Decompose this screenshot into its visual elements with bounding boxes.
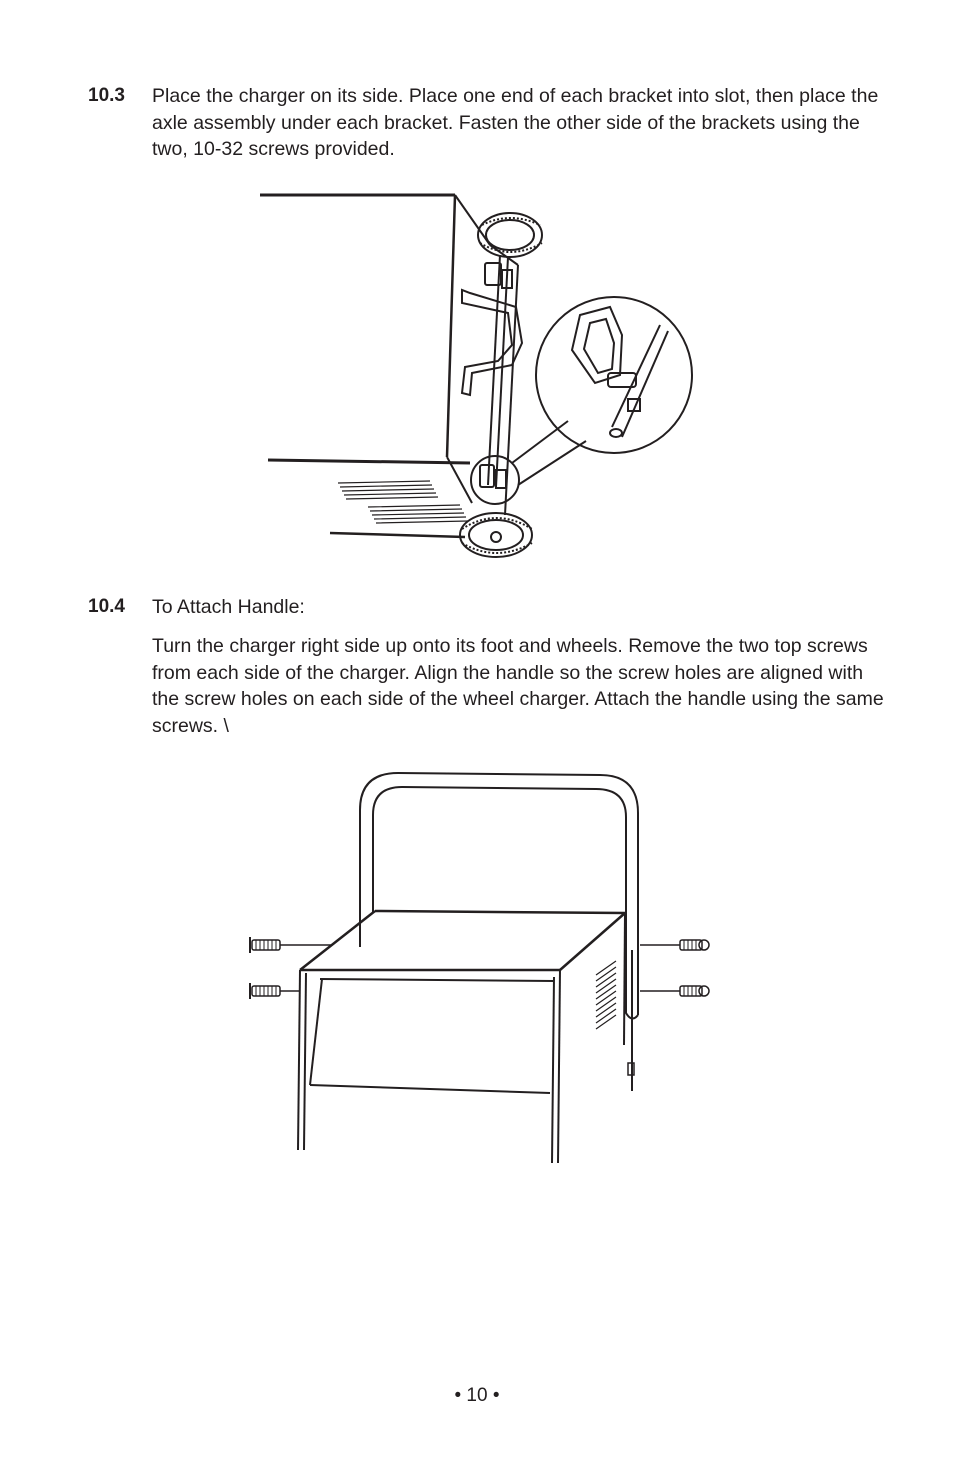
axle-bracket-illustration: [250, 185, 710, 565]
step-10-4-heading: To Attach Handle:: [152, 596, 305, 618]
step-number-10-4: 10.4: [88, 596, 125, 617]
step-10-3-text: Place the charger on its side. Place one end of each bracket into slot, then place the axle assembly under each bracket. Fasten the other side of the brackets using the two, 10-32 screws provided.: [152, 85, 879, 160]
page-number: • 10 •: [454, 1385, 500, 1406]
step-10-4-text: Turn the charger right side up onto its foot and wheels. Remove the two top screws from each side of the charger. Align the handle so the screw holes are aligned with the screw holes on each side of the wheel charger. Attach the handle using the same screws. \: [152, 635, 884, 737]
step-number-10-3: 10.3: [88, 85, 125, 106]
handle-attachment-illustration: [240, 765, 720, 1175]
